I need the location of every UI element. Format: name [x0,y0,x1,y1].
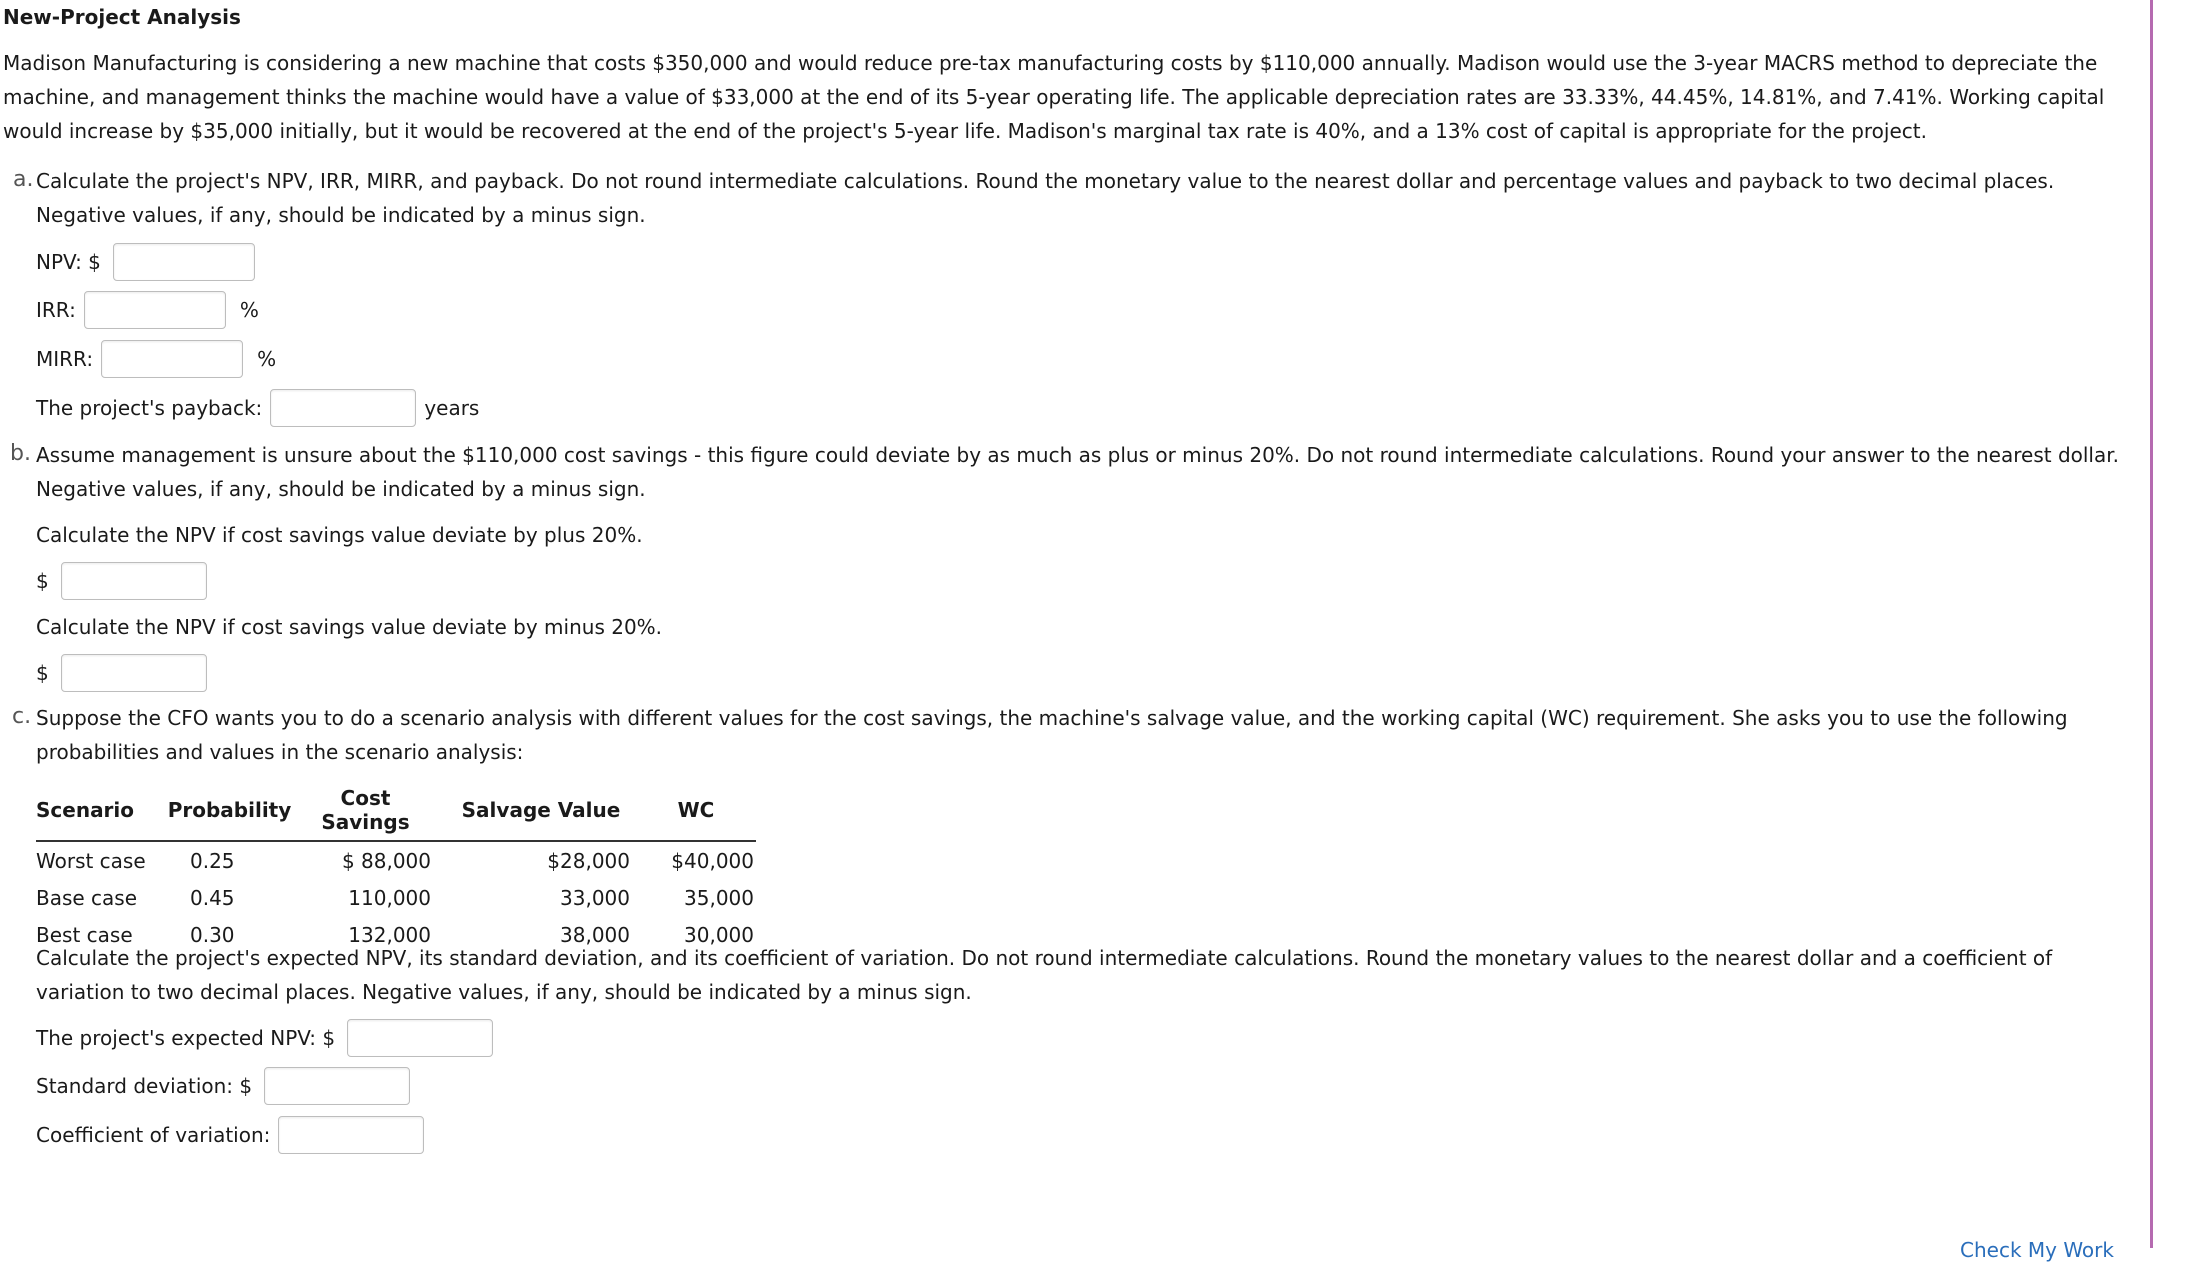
irr-percent-unit: % [239,298,259,322]
plus-20-prompt: Calculate the NPV if cost savings value deviate by plus 20%. [36,523,643,547]
part-b-instructions: Assume management is unsure about the $110,000 cost savings - this figure could deviate by as much as plus or minus 20%. Do not round intermediate calculations. Round your answer to the nearest dollar. Negative values, if any, should be indicated by a minus sign. [36,443,2119,501]
cost-savings-cell: 110,000 [348,885,431,910]
wc-cell: 35,000 [684,885,754,910]
part-a-letter: a. [13,167,34,192]
minus-20-prompt: Calculate the NPV if cost savings value deviate by minus 20%. [36,615,663,639]
probability-cell: 0.30 [190,922,235,947]
table-row [36,879,756,916]
mirr-input[interactable] [101,340,243,378]
header-probability: Probability [164,786,295,841]
scenario-cell: Best case [36,922,133,947]
table-row [36,841,756,879]
cv-input[interactable] [278,1116,424,1154]
expected-npv-label: The project's expected NPV: $ [36,1026,336,1050]
payback-row [36,386,479,430]
header-salvage-value: Salvage Value [436,786,636,841]
mirr-percent-unit: % [257,347,277,371]
part-c-letter: c. [12,704,32,729]
std-dev-input[interactable] [264,1067,410,1105]
payback-input[interactable] [270,389,416,427]
scenario-cell: Base case [36,885,138,910]
payback-years-unit: years [424,396,480,420]
std-dev-row [36,1064,410,1108]
cv-label: Coefficient of variation: [36,1123,271,1147]
cost-savings-cell: $ 88,000 [341,848,431,873]
problem-intro: Madison Manufacturing is considering a new machine that costs $350,000 and would reduce pre-tax manufacturing costs by $110,000 annually. Madison would use the 3-year MACRS method to depreciate the machine, and management thinks the machine would have a value of $33,000 at the end of its 5-year operating life. The applicable depreciation rates are 33.33%, 44.45%, 14.81%, and 7.41%. Working capital would increase by $35,000 initially, but it would be recovered at the end of the project's 5-year life. Madison's marginal tax rate is 40%, and a 13% cost of capital is appropriate for the project. [3,51,2105,143]
part-c-instructions: Suppose the CFO wants you to do a scenario analysis with different values for the cost savings, the machine's salvage value, and the working capital (WC) requirement. She asks you to use the following probabilities and values in the scenario analysis: [36,706,2068,764]
expected-npv-row [36,1016,493,1060]
npv-minus-20-input[interactable] [61,654,207,692]
npv-input[interactable] [113,243,255,281]
probability-cell: 0.45 [190,885,235,910]
mirr-label: MIRR: [36,347,94,371]
plus-20-row [36,559,207,603]
scenario-table [36,786,756,953]
irr-row [36,288,259,332]
salvage-value-cell: 33,000 [560,885,630,910]
probability-cell: 0.25 [190,848,235,873]
cost-savings-cell: 132,000 [348,922,431,947]
salvage-value-cell: 38,000 [560,922,630,947]
minus-20-row [36,651,207,695]
scenario-cell: Worst case [36,848,146,873]
npv-row [36,240,255,284]
salvage-value-cell: $28,000 [547,848,630,873]
cv-row [36,1113,424,1157]
check-my-work-link[interactable]: Check My Work [1960,1238,2114,1262]
header-cost-savings: Cost Savings [295,786,436,841]
irr-input[interactable] [84,291,226,329]
payback-label: The project's payback: [36,396,263,420]
mirr-row [36,337,276,381]
part-a-instructions: Calculate the project's NPV, IRR, MIRR, and payback. Do not round intermediate calculations. Round the monetary value to the nearest dollar and percentage values and payback to two decimal places. Negative values, if any, should be indicated by a minus sign. [36,169,2055,227]
part-b-letter: b. [10,441,31,466]
wc-cell: 30,000 [684,922,754,947]
page-title: New-Project Analysis [3,5,241,29]
scenario-table-header [36,786,756,841]
plus-20-currency: $ [36,569,49,593]
header-scenario: Scenario [36,786,164,841]
irr-label: IRR: [36,298,76,322]
part-c-followup: Calculate the project's expected NPV, its standard deviation, and its coefficient of variation. Do not round intermediate calculations. Round the monetary values to the nearest dollar and a coefficient of variation to two decimal places. Negative values, if any, should be indicated by a minus sign. [36,946,2053,1004]
std-dev-label: Standard deviation: $ [36,1074,253,1098]
expected-npv-input[interactable] [347,1019,493,1057]
npv-plus-20-input[interactable] [61,562,207,600]
wc-cell: $40,000 [671,848,754,873]
npv-label: NPV: $ [36,250,101,274]
minus-20-currency: $ [36,661,49,685]
header-wc: WC [636,786,756,841]
right-border-rule [2150,0,2153,1248]
